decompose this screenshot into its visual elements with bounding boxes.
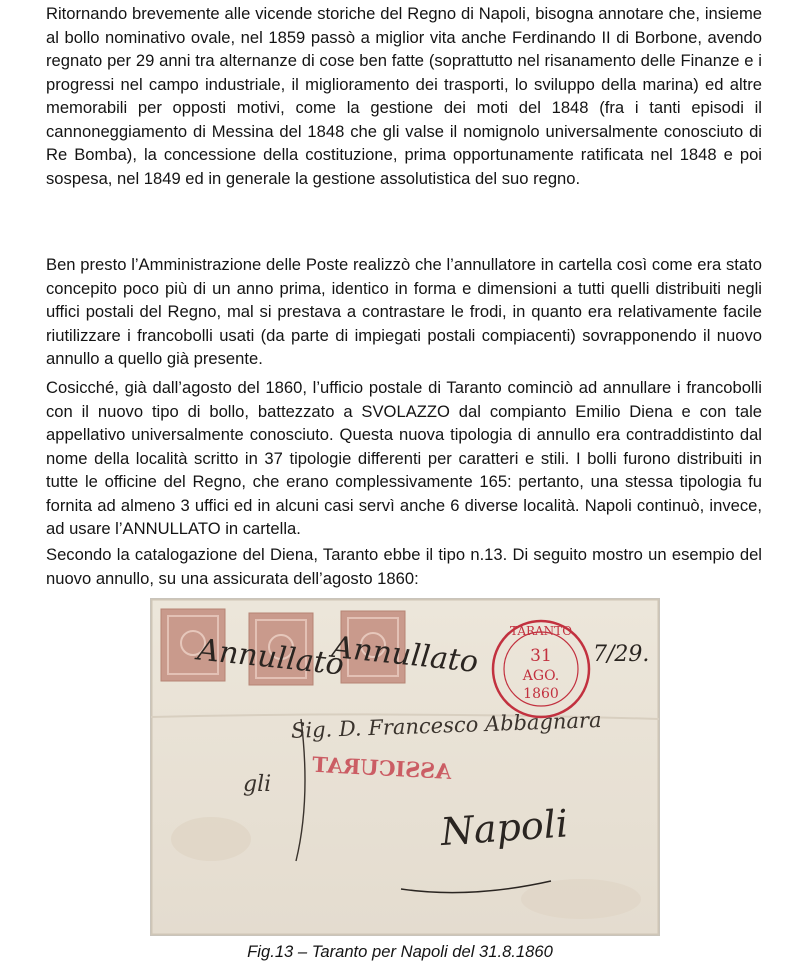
assicurat-handstamp: ASSICURAT	[311, 751, 453, 784]
cancel-annullato-2: Annullato	[330, 629, 480, 681]
manuscript-address: Sig. D. Francesco Abbagnara	[290, 708, 602, 743]
manuscript-gli: gli	[243, 772, 272, 797]
paragraph-history: Ritornando brevemente alle vicende storiche del Regno di Napoli, bisogna annotare che, insieme al bollo nominativo ovale, nel 1859 passò a miglior vita anche Ferdinando II di Borbone, avendo regnato per 29 anni tra alternanze di cose ben fatte (soprattutto nel risanamento delle Finanze e i progressi nel campo industriale, il miglioramento dei trasporti, lo sviluppo della marina) ed altre memorabili per opposti motivi, come la gestione dei moti del 1848 (fra i tanti episodi il cannoneggiamento di Messina del 1848 che gli valse il nomignolo universalmente conosciuto di Re Bomba), la concessione della costituzione, prima opportunamente ratificata nel 1848 e poi sospesa, nel 1849 ed in generale la gestione assolutistica del suo regno.	[46, 4, 762, 188]
paragraph-svolazzo: Cosicché, già dall’agosto del 1860, l’ufficio postale di Taranto cominciò ad annullare i francobolli con il nuovo tipo di bollo, battezzato a SVOLAZZO dal compianto Emilio Diena e con tale appellativo universalmente conosciuto. Questa nuova tipologia di annullo era contraddistinto dal nome della località scritto in 37 tipologie differenti per caratteri e stili. I bolli furono distribuiti in tutte le officine del Regno, che erano complessivamente 165: pertanto, una stessa tipologia fu fornita ad almeno 3 uffici ed in alcuni casi servì anche 6 diverse località. Napoli continuò, invece, ad usare l’ANNULLATO in cartella.	[46, 378, 762, 538]
paragraph-administration: Ben presto l’Amministrazione delle Poste realizzò che l’annullatore in cartella così come era stato concepito poco più di un anno prima, identico in forma e dimensioni a tutti quelli distribuiti negli uffici postali del Regno, mal si prestava a contrastare le frodi, in quanto era relativamente facile riutilizzare i francobolli usati (da parte di impiegati postali compiacenti) sovrapponendo il nuovo annullo a quello già presente.	[46, 255, 762, 368]
postmark-day: 31	[530, 646, 552, 666]
postmark-year: 1860	[523, 686, 559, 702]
rate-mark: 7/29.	[593, 642, 650, 667]
cancel-annullato-1: Annullato	[195, 632, 346, 683]
destination-napoli: Napoli	[439, 801, 570, 855]
postmark-month: AGO.	[522, 668, 560, 684]
paragraph-diena-catalogue: Secondo la catalogazione del Diena, Taranto ebbe il tipo n.13. Di seguito mostro un esempio del nuovo annullo, su una assicurata dell’agosto 1860:	[46, 545, 762, 588]
figure-caption: Fig.13 – Taranto per Napoli del 31.8.1860	[247, 942, 553, 961]
cover-photograph	[150, 598, 660, 936]
postmark-town: TARANTO	[509, 624, 573, 638]
